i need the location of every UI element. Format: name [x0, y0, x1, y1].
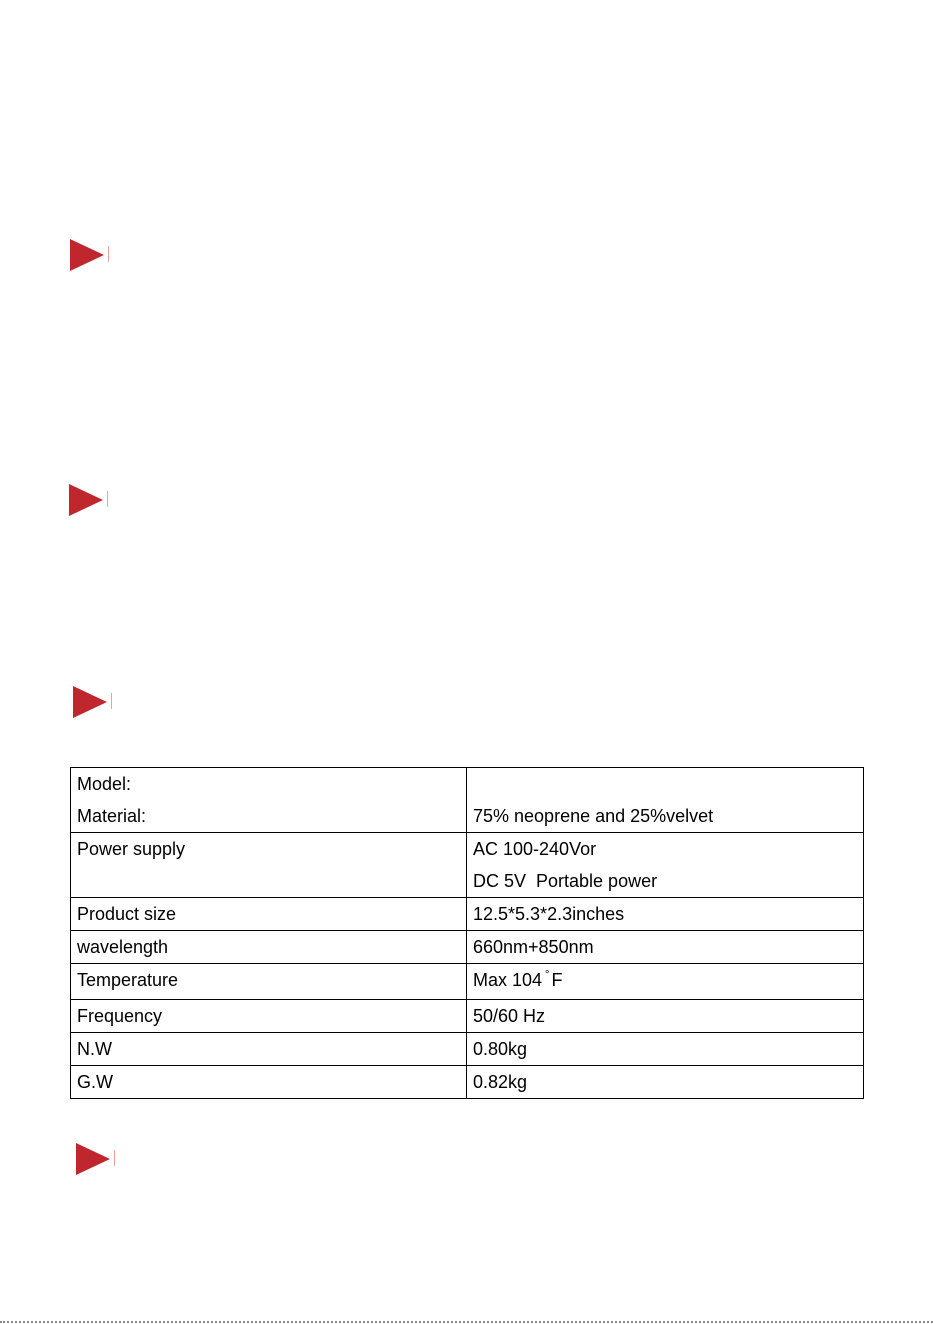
- table-row: [71, 898, 864, 931]
- spec-label: N.W: [71, 1033, 467, 1066]
- degree-symbol: °: [545, 969, 550, 981]
- spec-value: AC 100-240Vor: [473, 839, 597, 859]
- section-marker-1: [68, 237, 112, 273]
- spec-label: Product size: [71, 898, 467, 931]
- spec-label: Model:: [77, 774, 132, 794]
- spec-value: 50/60 Hz: [467, 1000, 864, 1033]
- spec-table: [70, 767, 864, 1099]
- spec-value: 0.82kg: [467, 1066, 864, 1099]
- spec-label: G.W: [71, 1066, 467, 1099]
- red-triangle-bullet-icon: [74, 1141, 118, 1177]
- table-row: [71, 964, 864, 1000]
- spec-value-cell: [467, 833, 864, 898]
- temperature-unit: F: [551, 970, 563, 990]
- marker-tick: [108, 246, 109, 262]
- spec-value: [473, 768, 857, 800]
- table-row: [71, 1066, 864, 1099]
- red-triangle-bullet-icon: [67, 482, 111, 518]
- spec-label: Temperature: [71, 964, 467, 1000]
- red-triangle-bullet-icon: [68, 237, 112, 273]
- spec-value: 660nm+850nm: [467, 931, 864, 964]
- spec-label: [77, 865, 460, 897]
- section-marker-2: [67, 482, 111, 518]
- table-row: [71, 1000, 864, 1033]
- marker-tick: [114, 1150, 115, 1166]
- spec-label: Material:: [77, 806, 147, 826]
- spec-label: Frequency: [71, 1000, 467, 1033]
- table-row: [71, 931, 864, 964]
- table-row: [71, 833, 864, 898]
- table-row: [71, 1033, 864, 1066]
- page-bottom-rule: [0, 1321, 933, 1323]
- table-row: [71, 768, 864, 833]
- spec-value-cell: [467, 768, 864, 833]
- marker-tick: [111, 693, 112, 709]
- spec-label: Power supply: [77, 839, 186, 859]
- spec-label: wavelength: [71, 931, 467, 964]
- spec-label-cell: [71, 768, 467, 833]
- spec-value-cell: [467, 964, 864, 1000]
- spec-label-cell: [71, 833, 467, 898]
- temperature-value: Max 104: [473, 970, 543, 990]
- spec-value: DC 5V Portable power: [473, 871, 658, 891]
- section-marker-3: [71, 684, 115, 720]
- marker-tick: [107, 491, 108, 507]
- spec-value: 12.5*5.3*2.3inches: [467, 898, 864, 931]
- section-marker-4: [74, 1141, 118, 1177]
- spec-value: 0.80kg: [467, 1033, 864, 1066]
- spec-value: 75% neoprene and 25%velvet: [473, 806, 714, 826]
- red-triangle-bullet-icon: [71, 684, 115, 720]
